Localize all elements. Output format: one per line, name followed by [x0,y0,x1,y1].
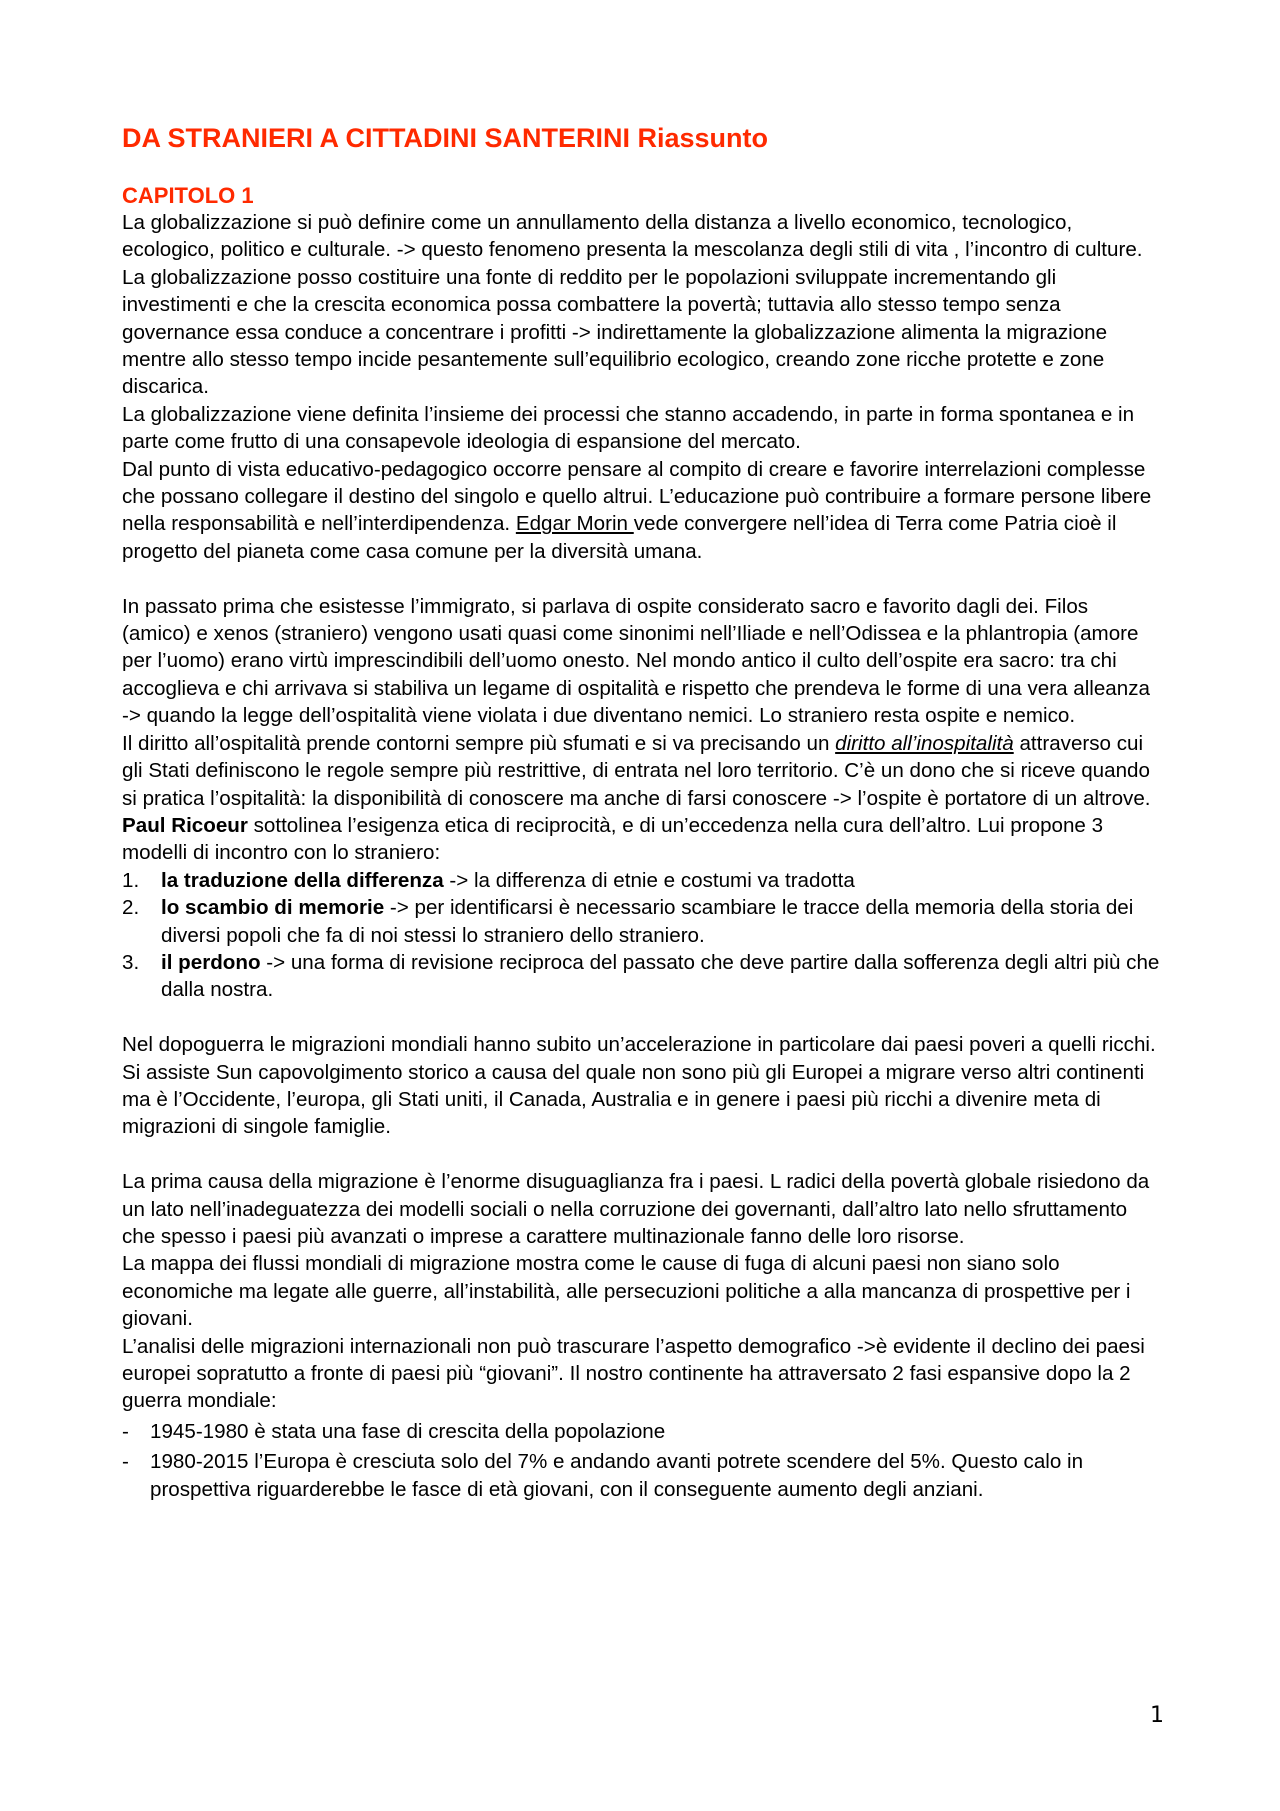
blank-line [122,565,1162,592]
document-body [122,209,1162,1503]
list-marker: 3. [122,950,140,974]
paragraph: L’analisi delle migrazioni internazionali non può trascurare l’aspetto demografico ->è evidente il declino dei paesi europei sopratutto a fronte di paesi più “giovani”. Il nostro continente ha attraversato 2 fasi espansive dopo la 2 guerra mondiale: [122,1334,1145,1413]
paragraph: La prima causa della migrazione è l’enorme disuguaglianza fra i paesi. L radici della povertà globale risiedono da un lato nell’inadeguatezza dei modelli sociali o nella corruzione dei governanti, dall’altro lato nello sfruttamento che spesso i paesi più avanzati o imprese a carattere multinazionale fanno delle loro risorse. [122,1170,1150,1248]
list-item [122,949,1162,1004]
list-item-text: 1945-1980 è stata una fase di crescita della popolazione [150,1419,666,1443]
text-run: Il diritto all’ospitalità prende contorni sempre più sfumati e si va precisando un [122,731,836,755]
list-item-text: -> la differenza di etnie e costumi va tradotta [443,868,855,892]
paragraph: La globalizzazione posso costituire una fonte di reddito per le popolazioni sviluppate incrementando gli investimenti e che la crescita economica possa combattere la povertà; tuttavia allo stesso tempo senza governance essa conduce a concentrare i profitti -> indirettamente la globalizzazione alimenta la migrazione mentre allo stesso tempo incide pesantemente sull’equilibrio ecologico, creando zone ricche protette e zone discarica. [122,265,1108,399]
chapter-heading: CAPITOLO 1 [122,183,254,208]
list-marker: - [122,1450,129,1474]
document-title: DA STRANIERI A CITTADINI SANTERINI Riassunto [122,123,769,153]
document-page [122,122,1162,1503]
numbered-list [122,867,1162,1004]
list-item-bold: la traduzione della differenza [161,868,444,892]
page-number: 1 [1150,1703,1164,1728]
text-run: vede convergere nell’idea di Terra come Patria cioè il progetto del pianeta come casa comune per la diversità umana. [122,512,1117,563]
paragraph [122,730,1162,867]
paragraph [122,456,1162,566]
paragraph: In passato prima che esistesse l’immigrato, si parlava di ospite considerato sacro e favorito dagli dei. Filos (amico) e xenos (straniero) vengono usati quasi come sinonimi nell’Iliade e nell’Odissea e la phlantropia (amore per l’uomo) erano virtù imprescindibili dell’uomo onesto. Nel mondo antico il culto dell’ospite era sacro: tra chi accoglieva e chi arrivava si stabiliva un legame di ospitalità e rispetto che prendeva le forme di una vera alleanza -> quando la legge dell’ospitalità viene violata i due diventano nemici. Lo straniero resta ospite e nemico. [122,594,1150,728]
list-marker: 1. [122,868,140,892]
bold-name: Paul Ricoeur [122,813,248,837]
text-run: sottolinea l’esigenza etica di reciprocità, e di un’eccedenza nella cura dell’altro. Lui propone 3 modelli di incontro con lo straniero: [122,813,1104,865]
list-item-text: -> una forma di revisione reciproca del passato che deve partire dalla sofferenza degli altri più che dalla nostra. [161,950,1160,1002]
dash-list [122,1418,1162,1503]
text-run: Dal punto di vista educativo-pedagogico occorre pensare al compito di creare e favorire interrelazioni complesse che possano collegare il destino del singolo e quello altrui. L’educazione può contribuire a formare persone libere nella responsabilità e nell’interdipendenza. [122,457,1152,536]
list-item-text: 1980-2015 l’Europa è cresciuta solo del 7% e andando avanti potrete scendere del 5%. Questo calo in prospettiva riguarderebbe le fasce di età giovani, con il conseguente aumento degli anziani. [150,1450,1084,1501]
paragraph: La mappa dei flussi mondiali di migrazione mostra come le cause di fuga di alcuni paesi non siano solo economiche ma legate alle guerre, all’instabilità, alle persecuzioni politiche a alla mancanza di prospettive per i giovani. [122,1252,1131,1331]
emphasized-term: diritto all’inospitalità [835,731,1014,755]
edgar-morin-link[interactable]: Edgar Morin [515,512,634,536]
list-item [122,1448,1162,1503]
blank-line [122,1004,1162,1031]
paragraph: La globalizzazione viene definita l’insieme dei processi che stanno accadendo, in parte in forma spontanea e in parte come frutto di una consapevole ideologia di espansione del mercato. [122,402,1135,454]
list-marker: - [122,1419,129,1443]
paragraph: La globalizzazione si può definire come un annullamento della distanza a livello economico, tecnologico, ecologico, politico e culturale. -> questo fenomeno presenta la mescolanza degli stili di vita , l’incontro di culture. [122,211,1143,262]
paragraph: Nel dopoguerra le migrazioni mondiali hanno subito un’accelerazione in particolare dai paesi poveri a quelli ricchi. Si assiste Sun capovolgimento storico a causa del quale non sono più gli Europei a migrare verso altri continenti ma è l’Occidente, l’europa, gli Stati uniti, il Canada, Australia e in genere i paesi più ricchi a divenire meta di migrazioni di singole famiglie. [122,1033,1156,1139]
text-run: attraverso cui gli Stati definiscono le regole sempre più restrittive, di entrata nel loro territorio. C’è un dono che si riceve quando si pratica l’ospitalità: la disponibilità di conoscere ma anche di farsi conoscere -> l’ospite è portatore di un altrove. [122,731,1151,810]
list-item-text: -> per identificarsi è necessario scambiare le tracce della memoria della storia dei diversi popoli che fa di noi stessi lo straniero dello straniero. [161,896,1134,947]
list-item [122,894,1162,949]
list-item [122,867,1162,894]
list-item [122,1418,1162,1445]
list-marker: 2. [122,896,140,920]
blank-line [122,1141,1162,1168]
list-item-bold: il perdono [161,950,261,974]
list-item-bold: lo scambio di memorie [161,896,385,920]
